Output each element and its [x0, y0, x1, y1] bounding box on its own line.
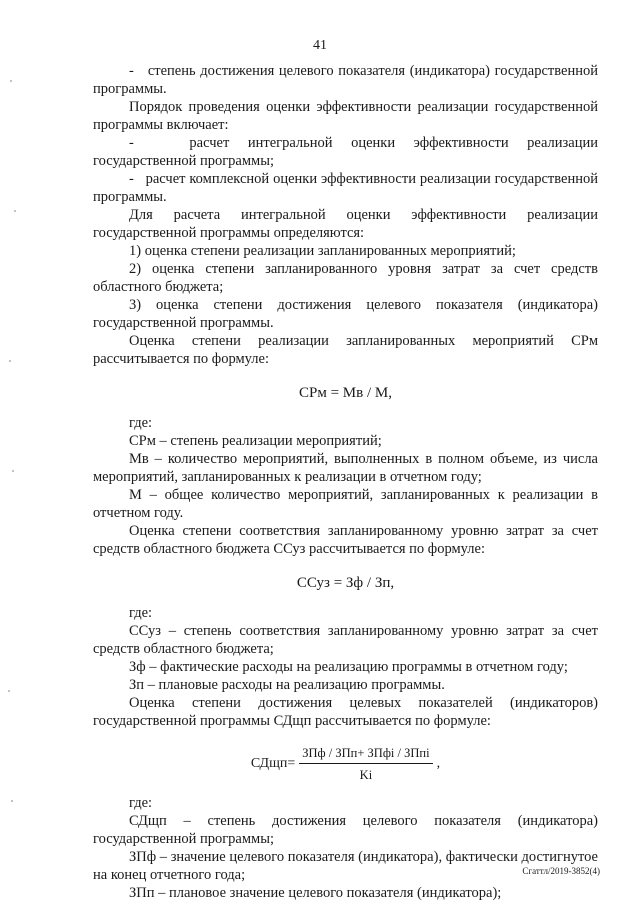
formula-cc: ССуз = Зф / Зп,: [296, 575, 395, 591]
definition: ССуз – степень соответствия запланированному уровню затрат за счет средств областного бюджета;: [93, 623, 598, 657]
page-number: 41: [313, 38, 327, 53]
where-label: где:: [129, 795, 153, 811]
definition: Мв – количество мероприятий, выполненных в полном объеме, из числа мероприятий, запланированных к реализации в отчетном году;: [93, 451, 598, 485]
paragraph: 3) оценка степени достижения целевого показателя (индикатора) государственной программы.: [93, 297, 598, 331]
paragraph: - степень достижения целевого показателя (индикатора) государственной программы.: [93, 63, 598, 97]
definition: СДщп – степень достижения целевого показателя (индикатора) государственной программы;: [93, 813, 598, 847]
where-label: где:: [129, 415, 153, 431]
definition: ЗПф – значение целевого показателя (индикатора), фактически достигнутое на конец отчетного года;: [93, 849, 598, 883]
paragraph: 1) оценка степени реализации запланированных мероприятий;: [129, 243, 516, 259]
definition: М – общее количество мероприятий, запланированных к реализации в отчетном году.: [93, 487, 598, 521]
formula-cd: [93, 744, 598, 784]
paragraph: Оценка степени достижения целевых показателей (индикаторов) государственной программы СДщп рассчитывается по формуле:: [93, 695, 598, 729]
paragraph: - расчет интегральной оценки эффективности реализации государственной программы;: [93, 135, 598, 169]
formula-numerator: ЗПф / ЗПп+ ЗПфi / ЗПпi: [299, 744, 432, 764]
paragraph: Для расчета интегральной оценки эффективности реализации государственной программы определяются:: [93, 207, 598, 241]
formula-lhs: СДщп=: [250, 756, 296, 771]
where-label: где:: [129, 605, 153, 621]
formula-denominator: Ki: [359, 768, 373, 782]
definition: СРм – степень реализации мероприятий;: [129, 433, 382, 449]
formula-sr: СРм = Мв / М,: [299, 385, 392, 401]
formula-tail: ,: [436, 756, 441, 771]
document-body: [93, 62, 598, 902]
definition: Зп – плановые расходы на реализацию программы.: [129, 677, 445, 693]
paragraph: Оценка степени реализации запланированных мероприятий СРм рассчитывается по формуле:: [93, 333, 598, 367]
paragraph: Порядок проведения оценки эффективности реализации государственной программы включает:: [93, 99, 598, 133]
footer-code: Сгаттл/2019-3852(4): [522, 866, 600, 876]
formula-fraction: [299, 744, 432, 784]
definition: Зф – фактические расходы на реализацию программы в отчетном году;: [129, 659, 568, 675]
paragraph: Оценка степени соответствия запланированному уровню затрат за счет средств областного бюджета ССуз рассчитывается по формуле:: [93, 523, 598, 557]
definition: ЗПп – плановое значение целевого показателя (индикатора);: [129, 885, 502, 901]
paragraph: 2) оценка степени запланированного уровня затрат за счет средств областного бюджета;: [93, 261, 598, 295]
paragraph: - расчет комплексной оценки эффективности реализации государственной программы.: [93, 171, 598, 205]
